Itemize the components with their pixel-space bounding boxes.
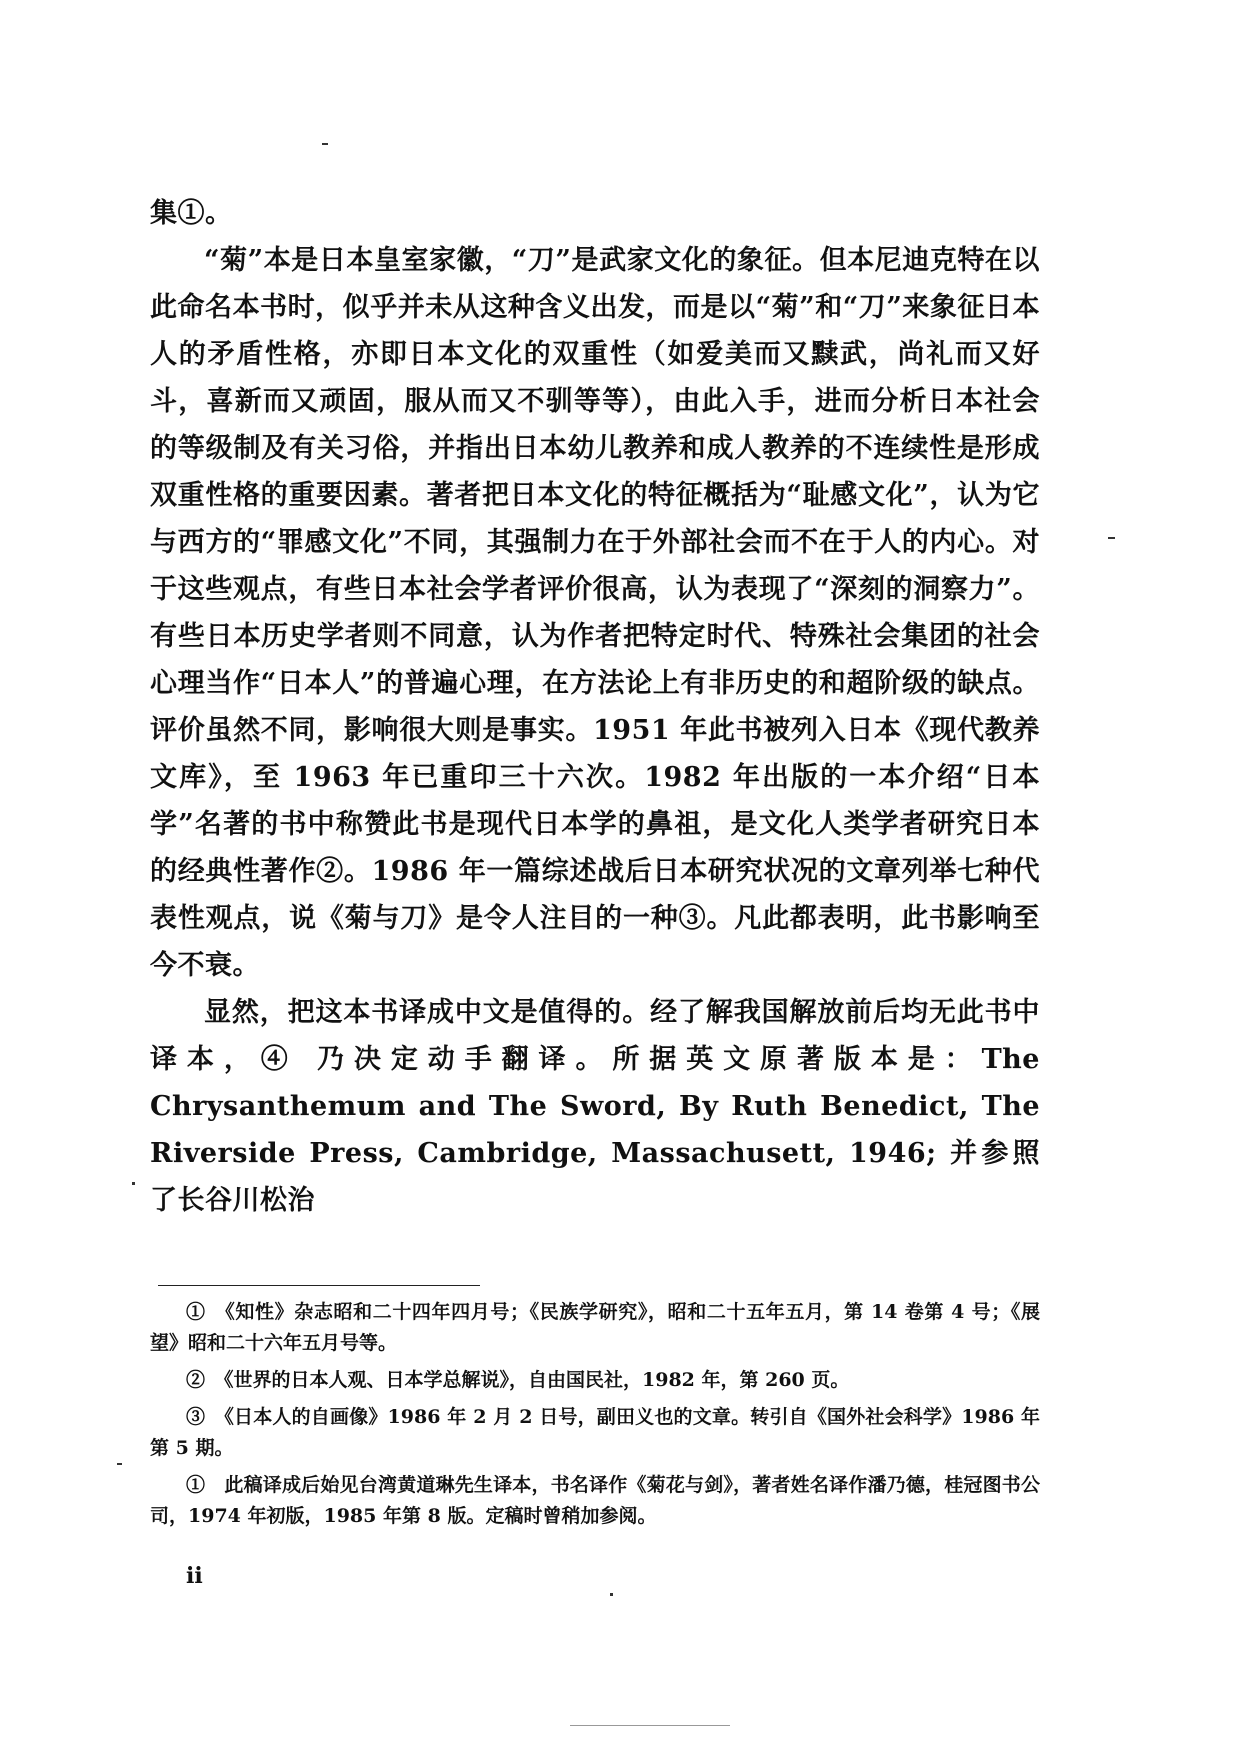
scan-speck [322,143,328,145]
scan-speck [1108,537,1115,539]
footnote-3: ③ 《日本人的自画像》1986 年 2 月 2 日号，副田义也的文章。转引自《国外社会科学》1986 年第 5 期。 [150,1406,1040,1459]
paragraph: 显然，把这本书译成中文是值得的。经了解我国解放前后均无此书中译本，④ 乃决定动手翻译。所据英文原著版本是：The Chrysanthemum and The Sword, By Ruth Benedict, The Riverside Press, Cambridge, Massachusett, 1946; 并参照了长谷川松治 [150,997,1040,1216]
paragraph-continuation: 集①。 [150,198,233,229]
scan-speck [570,1725,730,1726]
page-number: ii [186,1563,203,1589]
scan-speck [117,1463,122,1465]
scan-speck [132,1182,135,1185]
body-text [150,190,1040,1224]
scan-speck [610,1593,613,1596]
footnote-divider [158,1285,480,1286]
footnote-1: ① 《知性》杂志昭和二十四年四月号；《民族学研究》，昭和二十五年五月，第 14 卷第 4 号；《展望》昭和二十六年五月号等。 [150,1301,1040,1354]
footnotes [150,1297,1040,1538]
footnote-4: ① 此稿译成后始见台湾黄道琳先生译本，书名译作《菊花与剑》，著者姓名译作潘乃德，桂冠图书公司，1974 年初版，1985 年第 8 版。定稿时曾稍加参阅。 [150,1474,1040,1527]
footnote-2: ② 《世界的日本人观、日本学总解说》，自由国民社，1982 年，第 260 页。 [186,1369,850,1391]
paragraph: “菊”本是日本皇室家徽，“刀”是武家文化的象征。但本尼迪克特在以此命名本书时，似乎并未从这种含义出发，而是以“菊”和“刀”来象征日本人的矛盾性格，亦即日本文化的双重性（如爱美而又黩武，尚礼而又好斗，喜新而又顽固，服从而又不驯等等），由此入手，进而分析日本社会的等级制及有关习俗，并指出日本幼儿教养和成人教养的不连续性是形成双重性格的重要因素。著者把日本文化的特征概括为“耻感文化”，认为它与西方的“罪感文化”不同，其强制力在于外部社会而不在于人的内心。对于这些观点，有些日本社会学者评价很高，认为表现了“深刻的洞察力”。有些日本历史学者则不同意，认为作者把特定时代、特殊社会集团的社会心理当作“日本人”的普遍心理，在方法论上有非历史的和超阶级的缺点。评价虽然不同，影响很大则是事实。1951 年此书被列入日本《现代教养文库》，至 1963 年已重印三十六次。1982 年出版的一本介绍“日本学”名著的书中称赞此书是现代日本学的鼻祖，是文化人类学者研究日本的经典性著作②。1986 年一篇综述战后日本研究状况的文章列举七种代表性观点，说《菊与刀》是令人注目的一种③。凡此都表明，此书影响至今不衰。 [150,245,1040,981]
